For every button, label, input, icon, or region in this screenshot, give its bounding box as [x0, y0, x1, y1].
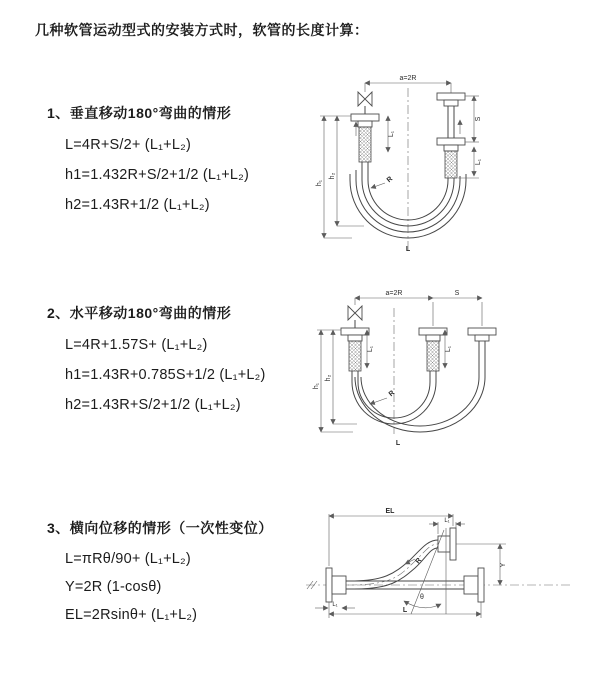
formula-h1: h1=1.43R+0.785S+1/2 (L₁+L₂) [65, 367, 266, 383]
dim-label-a2r: a=2R [399, 75, 417, 82]
left-flange [326, 568, 346, 602]
dim-label-l1-top: L₁ [444, 518, 450, 524]
section-1 [47, 103, 312, 220]
left-flange [351, 114, 379, 162]
dim-label-h1: h₁ [316, 179, 323, 187]
section-3-heading: 3、横向位移的情形（一次性变位） [47, 520, 273, 536]
formula-y: Y=2R (1-cosθ) [65, 579, 162, 595]
middle-flange [419, 328, 447, 371]
dim-label-h1: h₁ [313, 382, 320, 390]
dim-label-s: S [454, 290, 460, 297]
diagram-vertical-180-bend [308, 68, 578, 263]
dim-label-l1-left: L₁ [332, 602, 338, 608]
dim-label-a2r: a=2R [385, 290, 403, 297]
section-3-formulas [65, 545, 312, 629]
label-length: L [405, 246, 411, 253]
diagram-horizontal-180-bend [303, 282, 588, 467]
hose-s-curve [348, 540, 438, 589]
formula-h2: h2=1.43R+S/2+1/2 (L₁+L₂) [65, 397, 241, 413]
right-flange-upper [437, 93, 465, 106]
formula-h1: h1=1.432R+S/2+1/2 (L₁+L₂) [65, 167, 250, 183]
page-title: 几种软管运动型式的安装方式时，软管的长度计算： [35, 22, 369, 38]
diagram-lateral-displacement [298, 502, 598, 667]
label-radius: R [385, 175, 395, 185]
right-flange-lower [437, 138, 465, 178]
formula-length: L=4R+1.57S+ (L₁+L₂) [65, 337, 208, 353]
dim-label-l1-left: L₁ [388, 130, 395, 138]
right-flange [464, 568, 484, 602]
section-2-heading: 2、水平移动180°弯曲的情形 [47, 305, 232, 321]
dim-label-l1-mid: L₁ [445, 345, 452, 353]
section-2-formulas [65, 330, 312, 420]
section-1-heading: 1、垂直移动180°弯曲的情形 [47, 105, 232, 121]
angle-construction [404, 528, 446, 614]
valve-icon [348, 306, 362, 328]
label-radius: R [387, 389, 397, 399]
dim-label-s: S [475, 116, 482, 122]
label-theta: θ [420, 594, 424, 601]
dim-label-h2: h₂ [325, 374, 332, 382]
section-3 [47, 518, 312, 629]
dim-label-el: EL [385, 508, 395, 515]
formula-el: EL=2Rsinθ+ (L₁+L₂) [65, 607, 198, 623]
formula-length: L=πRθ/90+ (L₁+L₂) [65, 551, 191, 567]
formula-length: L=4R+S/2+ (L₁+L₂) [65, 137, 191, 153]
section-2 [47, 303, 312, 420]
dim-label-y: Y [500, 562, 507, 568]
dim-label-l1-right: L₁ [475, 158, 482, 166]
dim-label-h2: h₂ [329, 172, 336, 180]
hose-u-curves [352, 341, 485, 432]
section-1-formulas [65, 130, 312, 220]
valve-icon [358, 92, 372, 114]
formula-h2: h2=1.43R+1/2 (L₁+L₂) [65, 197, 210, 213]
label-length: L [395, 440, 401, 447]
label-radius: R [414, 556, 424, 566]
left-flange [341, 328, 369, 371]
label-length: L [402, 607, 408, 614]
right-flange [468, 328, 496, 341]
dim-label-l1-left: L₁ [367, 345, 374, 353]
upper-flange [438, 528, 456, 560]
